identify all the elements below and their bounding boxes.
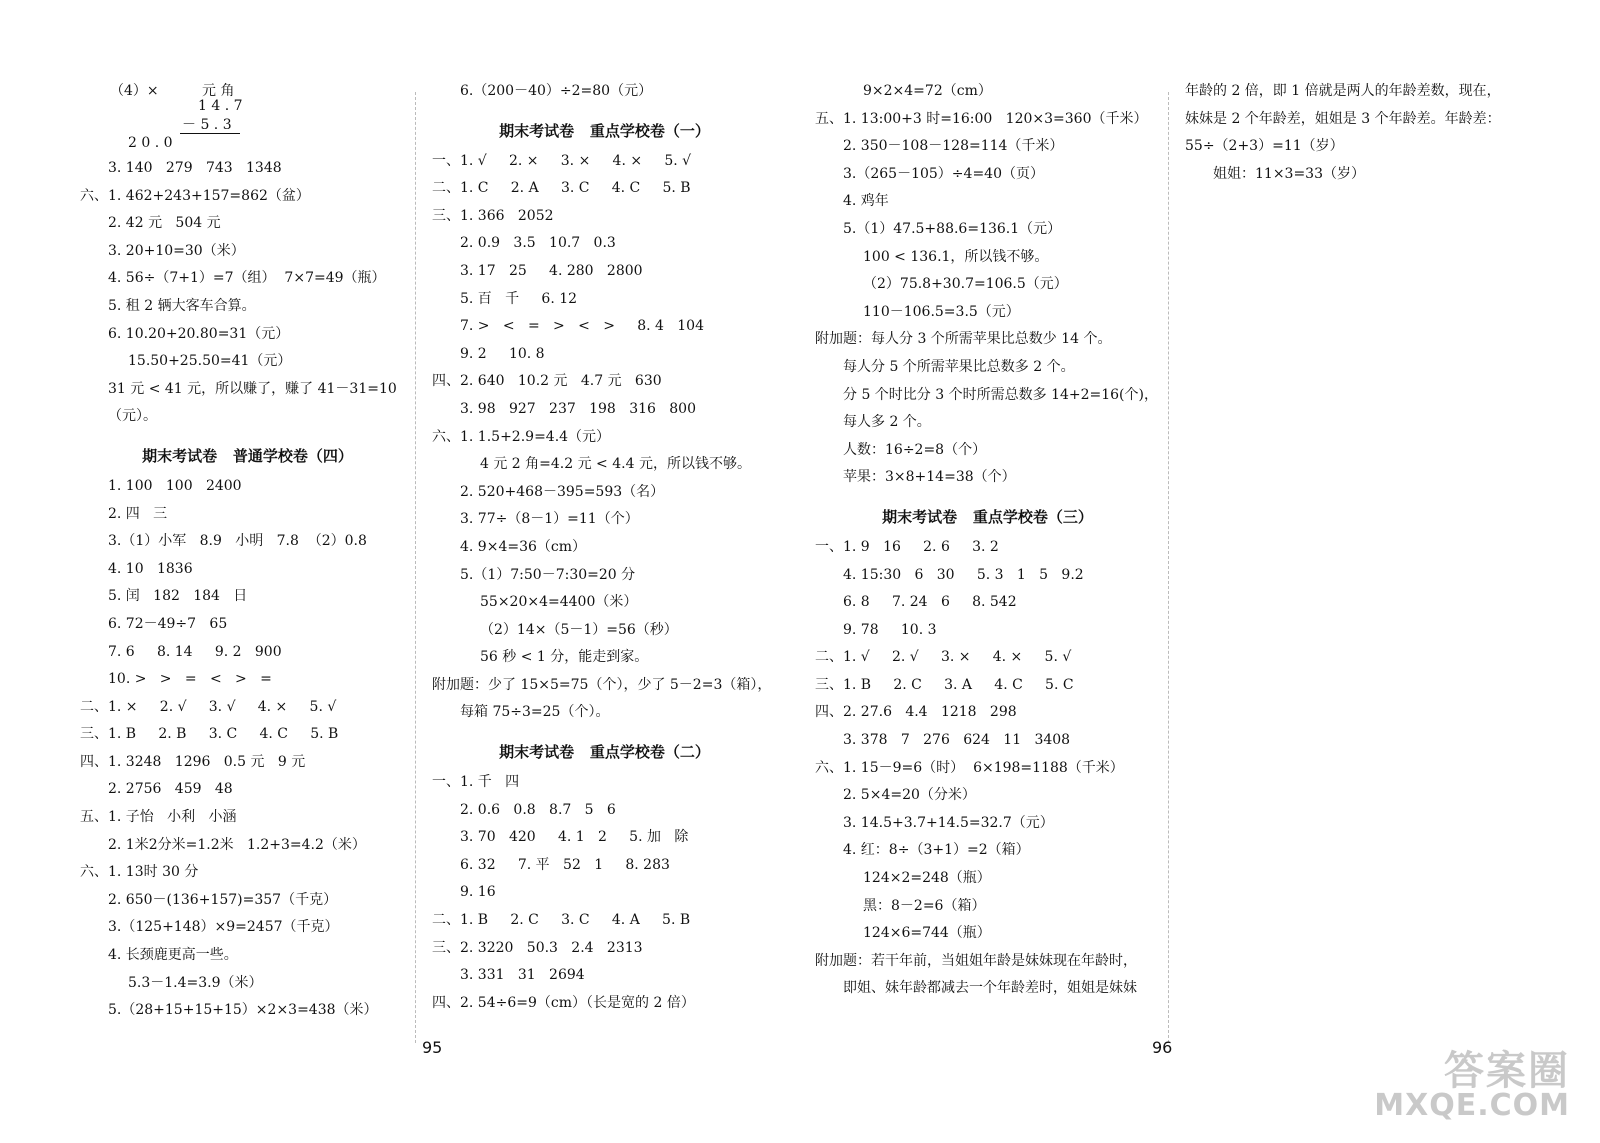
answer-line: 四、1. 3248 1296 0.5 元 9 元 [80,753,306,770]
answer-line: （2）75.8+30.7=106.5（元） [863,276,1068,293]
answer-line: 5.（28+15+15+15）×2×3=438（米） [108,1002,378,1019]
answer-line: 3. 14.5+3.7+14.5=32.7（元） [843,814,1054,831]
answer-line: 15.50+25.50=41（元） [128,353,292,370]
answer-line: 100 < 136.1，所以钱不够。 [863,248,1049,265]
answer-line: 2. 1米2分米=1.2米 1.2+3=4.2（米） [108,836,366,853]
answer-line: 124×2=248（瓶） [863,870,991,887]
answer-line: 2. 520+468－395=593（名） [460,483,665,500]
answer-line: 三、2. 3220 50.3 2.4 2313 [432,939,643,956]
vertical-subtraction [80,78,415,133]
answer-line: 6.（200－40）÷2=80（元） [460,83,653,99]
answer-line: 2. 650－(136+157)=357（千克） [108,891,338,908]
answer-column-2 [432,78,777,1017]
answer-line: 2. 0.9 3.5 10.7 0.3 [460,235,616,252]
section-heading: 期末考试卷 普通学校卷（四） [142,446,353,465]
answer-line: 6. 8 7. 24 6 8. 542 [843,594,1017,611]
answer-line: 一、1. √ 2. × 3. × 4. × 5. √ [432,152,692,169]
answer-line: 三、1. B 2. B 3. C 4. C 5. B [80,726,339,743]
answer-line: 四、2. 640 10.2 元 4.7 元 630 [432,373,662,390]
answer-lines [815,78,1160,1003]
answer-line: 9. 16 [460,884,496,901]
answer-line: 2. 5×4=20（分米） [843,787,976,804]
watermark-url: MXQE.COM [1374,1088,1570,1123]
answer-lines [432,78,777,1017]
answer-line: 4. 长颈鹿更高一些。 [108,947,238,964]
answer-line: 妹妹是 2 个年龄差，姐姐是 3 个年龄差。年龄差： [1185,110,1501,127]
answer-line: 3. 98 927 237 198 316 800 [460,400,696,417]
column-divider [1168,92,1169,1043]
answer-line: 六、1. 462+243+157=862（盆） [80,187,310,204]
answer-line: 3. 17 25 4. 280 2800 [460,262,643,279]
answer-line: 9×2×4=72（cm） [863,83,992,99]
answer-line: 3. 70 420 4. 1 2 5. 加 除 [460,829,689,846]
page-number-left: 95 [422,1038,443,1057]
answer-line: 每箱 75÷3=25（个）。 [460,704,610,721]
answer-line: （2）14×（5－1）=56（秒） [480,621,678,638]
answer-line: 每人多 2 个。 [843,414,931,431]
answer-line: 9. 2 10. 8 [460,345,545,362]
answer-line: 5.3－1.4=3.9（米） [128,974,263,991]
answer-line: 4. 9×4=36（cm） [460,538,587,555]
vertical-calc-header: 元 角 [202,83,235,99]
vertical-calc-row1: 1 4 . 7 [198,98,243,114]
answer-line: 4. 15:30 6 30 5. 3 1 5 9.2 [843,566,1084,583]
answer-line: 3. 378 7 276 624 11 3408 [843,732,1071,749]
answer-line: 5.（1）47.5+88.6=136.1（元） [843,220,1062,237]
answer-line: 即姐、妹年龄都减去一个年龄差时，姐姐是妹妹 [843,980,1137,997]
answer-line: 附加题：若干年前，当姐姐年龄是妹妹现在年龄时， [815,952,1137,969]
answer-line: 附加题：少了 15×5=75（个），少了 5－2=3（箱）， [432,676,772,693]
answer-column-4 [1185,78,1515,188]
answer-line: 黑：8－2=6（箱） [863,897,986,914]
answer-line: 2. 350－108－128=114（千米） [843,138,1064,155]
answer-line: 3. 140 279 743 1348 [108,160,282,176]
answer-line: 2. 0.6 0.8 8.7 5 6 [460,801,616,818]
answer-line: 附加题：每人分 3 个所需苹果比总数少 14 个。 [815,331,1112,348]
answer-line: 4. 红：8÷（3+1）=2（箱） [843,842,1030,859]
vertical-calc-result: 2 0 . 0 [128,135,173,151]
section-heading: 期末考试卷 重点学校卷（二） [499,743,710,762]
answer-line: 二、1. × 2. √ 3. √ 4. × 5. √ [80,698,337,715]
vertical-calc-label: （4）× [110,83,159,99]
answer-line: 10. > > = < > = [108,671,272,688]
answer-column-3 [815,78,1160,1003]
answer-line: 5. 租 2 辆大客车合算。 [108,297,256,314]
answer-line: 6. 32 7. 平 52 1 8. 283 [460,856,670,873]
answer-line: 五、1. 13:00+3 时=16:00 120×3=360（千米） [815,110,1148,127]
answer-line: 3. 77÷（8－1）=11（个） [460,511,639,528]
answer-lines [1185,78,1515,188]
answer-line: 1. 100 100 2400 [108,477,242,494]
answer-line: 3. 331 31 2694 [460,967,585,984]
answer-line: 每人分 5 个所需苹果比总数多 2 个。 [843,358,1075,375]
answer-line: 55×20×4=4400（米） [480,594,638,611]
answer-line: 三、1. 366 2052 [432,207,554,224]
column-divider [415,92,416,1043]
answer-line: 五、1. 子怡 小利 小涵 [80,809,237,826]
answer-line: 2. 2756 459 48 [108,781,233,798]
answer-line: 9. 78 10. 3 [843,621,937,638]
answer-line: 六、1. 15－9=6（时） 6×198=1188（千米） [815,759,1124,776]
answer-line: 5.（1）7:50－7:30=20 分 [460,566,636,583]
answer-line: 二、1. B 2. C 3. C 4. A 5. B [432,912,691,929]
answer-line: 人数：16÷2=8（个） [843,441,987,458]
answer-line: 年龄的 2 倍，即 1 倍就是两人的年龄差数，现在， [1185,83,1501,99]
vertical-calc-row2: － 5 . 3 [182,117,232,133]
answer-line: （元）。 [108,408,157,425]
answer-line: 三、1. B 2. C 3. A 4. C 5. C [815,676,1074,693]
answer-line: 4. 10 1836 [108,560,193,577]
answer-line: 四、2. 27.6 4.4 1218 298 [815,704,1017,721]
answer-line: 6. 72－49÷7 65 [108,615,228,632]
answer-line: 4. 56÷（7+1）=7（组） 7×7=49（瓶） [108,270,386,287]
page-number-right: 96 [1152,1038,1173,1057]
answer-line: 2. 四 三 [108,505,168,522]
answer-line: 31 元 < 41 元，所以赚了，赚了 41－31=10 [108,380,397,397]
answer-line: 6. 10.20+20.80=31（元） [108,325,290,342]
answer-line: 110－106.5=3.5（元） [863,303,1020,320]
answer-line: 二、1. √ 2. √ 3. × 4. × 5. √ [815,649,1072,666]
answer-column-1 [80,78,415,1025]
answer-line: 分 5 个时比分 3 个时所需总数多 14+2=16(个)， [843,386,1158,403]
answer-line: 四、2. 54÷6=9（cm）（长是宽的 2 倍） [432,994,695,1011]
section-heading: 期末考试卷 重点学校卷（一） [499,121,710,140]
answer-line: 一、1. 千 四 [432,774,520,791]
answer-line: 4 元 2 角=4.2 元 < 4.4 元，所以钱不够。 [480,456,751,473]
answer-line: 3.（265－105）÷4=40（页） [843,165,1044,182]
answer-line: 2. 42 元 504 元 [108,215,221,232]
answer-line: 7. > < = > < > 8. 4 104 [460,318,704,335]
answer-line: 3.（1）小军 8.9 小明 7.8 （2）0.8 [108,533,367,550]
section-heading: 期末考试卷 重点学校卷（三） [882,507,1093,526]
answer-line: 5. 闰 182 184 日 [108,588,248,605]
answer-line: 二、1. C 2. A 3. C 4. C 5. B [432,180,691,197]
answer-line: 7. 6 8. 14 9. 2 900 [108,643,282,660]
answer-line: 3. 20+10=30（米） [108,242,245,259]
watermark-title: 答案圈 [1444,1048,1570,1094]
answer-line: 55÷（2+3）=11（岁） [1185,138,1344,155]
answer-line: 一、1. 9 16 2. 6 3. 2 [815,538,999,555]
answer-lines [80,155,415,1025]
answer-line: 124×6=744（瓶） [863,925,991,942]
answer-line: 苹果：3×8+14=38（个） [843,469,1016,486]
answer-line: 4. 鸡年 [843,193,889,210]
answer-line: 姐姐：11×3=33（岁） [1213,165,1365,182]
answer-line: 六、1. 13时 30 分 [80,864,199,881]
watermark [1374,1048,1570,1123]
answer-line: 3.（125+148）×9=2457（千克） [108,919,339,936]
answer-line: 5. 百 千 6. 12 [460,290,578,307]
answer-line: 56 秒 < 1 分，能走到家。 [480,649,649,666]
answer-line: 六、1. 1.5+2.9=4.4（元） [432,428,611,445]
vertical-calc-rule [180,133,240,134]
